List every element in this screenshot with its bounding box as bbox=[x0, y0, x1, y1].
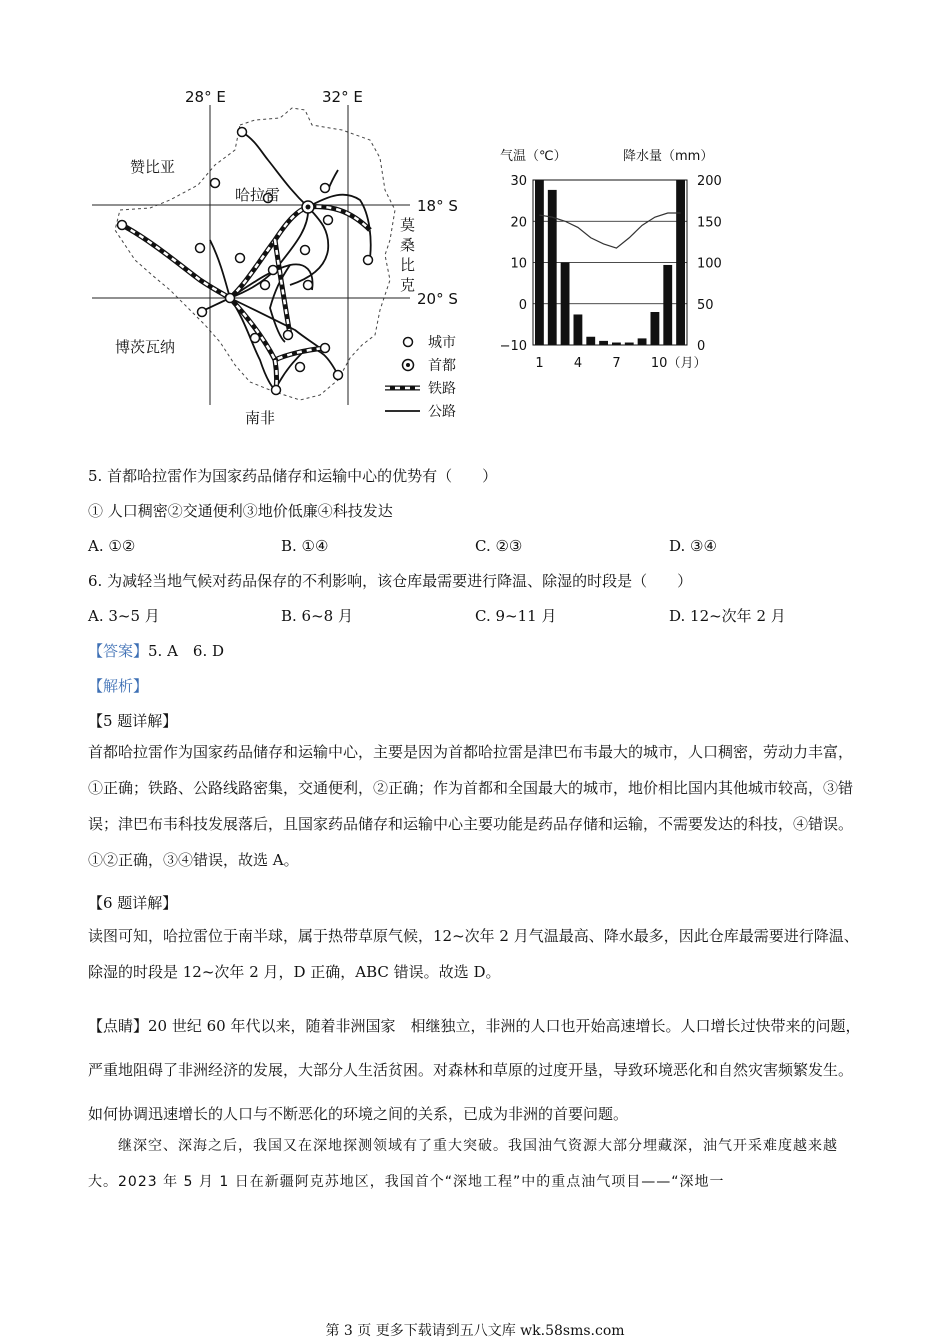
precip-bar bbox=[561, 263, 570, 346]
x-tick: 7 bbox=[612, 356, 621, 371]
q6-stem: 6. 为减轻当地气候对药品保存的不利影响，该仓库最需要进行降温、除湿的时段是（ ） bbox=[88, 572, 693, 590]
y-right-tick: 50 bbox=[697, 297, 714, 313]
comment-tag: 【点睛】 bbox=[88, 1017, 149, 1035]
q5-stem: 5. 首都哈拉雷作为国家药品储存和运输中心的优势有（ ） bbox=[88, 467, 498, 485]
y-left-tick: 30 bbox=[510, 174, 527, 189]
precip-bar bbox=[574, 314, 583, 345]
legend-city-label: 城市 bbox=[428, 335, 456, 351]
country-zambia: 赞比亚 bbox=[130, 158, 176, 176]
city-marker bbox=[198, 308, 207, 317]
country-south-africa: 南非 bbox=[245, 409, 276, 425]
precip-bar bbox=[663, 265, 672, 345]
city-marker bbox=[118, 221, 127, 230]
city-marker bbox=[196, 244, 205, 253]
climate-chart bbox=[495, 140, 745, 380]
comment-text: 20 世纪 60 年代以来，随着非洲国家 相继独立，非洲的人口也开始高速增长。人口增长过快带来的问题，严重地阻碍了非洲经济的发展，大部分人生活贫困。对森林和草原的过度开垦，导致环境恶化和自然灾害频繁发生。如何协调迅速增长的人口与不断恶化的环境之间的关系，已成为非洲的首要问题。 bbox=[88, 1017, 861, 1123]
q6-option-b: B. 6~8 月 bbox=[281, 607, 353, 625]
y-left-label: 气温（℃） bbox=[500, 149, 567, 164]
lon-label-28e: 28° E bbox=[185, 88, 226, 106]
q5-option-a: A. ①② bbox=[88, 537, 136, 555]
detail5-tag: 【5 题详解】 bbox=[88, 712, 178, 730]
legend-railway-label: 铁路 bbox=[428, 381, 456, 397]
city-marker bbox=[284, 331, 293, 340]
city-marker bbox=[364, 256, 373, 265]
y-right-tick: 200 bbox=[697, 174, 722, 189]
city-marker bbox=[272, 386, 281, 395]
y-left-tick: 10 bbox=[510, 256, 527, 272]
city-marker bbox=[226, 294, 235, 303]
country-mozambique-3: 比 bbox=[400, 256, 416, 274]
country-mozambique-4: 克 bbox=[400, 276, 416, 294]
y-right-tick: 0 bbox=[697, 339, 706, 354]
y-right-tick: 100 bbox=[697, 256, 722, 272]
y-right-tick: 150 bbox=[697, 215, 722, 231]
y-right-label: 降水量（mm） bbox=[623, 149, 714, 164]
precip-bar bbox=[599, 341, 608, 345]
lat-label-20s: 20° S bbox=[417, 290, 458, 308]
q5-option-c: C. ②③ bbox=[475, 537, 523, 555]
temperature-line bbox=[539, 213, 680, 248]
x-tick: 10（月） bbox=[650, 356, 707, 371]
city-marker bbox=[321, 344, 330, 353]
precip-bar bbox=[638, 338, 647, 345]
detail6-text: 读图可知，哈拉雷位于南半球，属于热带草原气候，12~次年 2 月气温最高、降水最多，因此仓库最需要进行降温、除湿的时段是 12~次年 2 月，D 正确，ABC 错误。故选 D。 bbox=[88, 927, 859, 981]
country-botswana: 博茨瓦纳 bbox=[115, 338, 176, 356]
city-marker bbox=[321, 184, 330, 193]
city-marker bbox=[251, 334, 260, 343]
legend-road-label: 公路 bbox=[428, 404, 456, 420]
reading-passage: 继深空、深海之后，我国又在深地探测领域有了重大突破。我国油气资源大部分埋藏深，油气开采难度越来越大。2023 年 5 月 1 日在新疆阿克苏地区，我国首个“深地工程”中的重点油气项目——“深地一 bbox=[88, 1138, 838, 1190]
page-footer: 第 3 页 更多下载请到五八文库 wk.58sms.com bbox=[325, 1323, 625, 1339]
city-marker bbox=[324, 216, 333, 225]
q5-option-b: B. ①④ bbox=[281, 537, 329, 555]
city-marker bbox=[236, 254, 245, 263]
q5-items: ① 人口稠密②交通便利③地价低廉④科技发达 bbox=[88, 502, 393, 520]
y-left-tick: −10 bbox=[499, 339, 527, 354]
lat-label-18s: 18° S bbox=[417, 197, 458, 215]
legend-capital-label: 首都 bbox=[428, 358, 456, 374]
city-marker bbox=[334, 371, 343, 380]
capital-label: 哈拉雷 bbox=[235, 186, 281, 204]
map-legend bbox=[385, 335, 456, 420]
detail5-text: 首都哈拉雷作为国家药品储存和运输中心，主要是因为首都哈拉雷是津巴布韦最大的城市，人口稠密，劳动力丰富，①正确；铁路、公路线路密集，交通便利，②正确；作为首都和全国最大的城市，地价相比国内其他城市较高，③错误；津巴布韦科技发展落后，且国家药品储存和运输中心主要功能是药品存储和运输，不需要发达的科技，④错误。①②正确，③④错误，故选 A。 bbox=[88, 743, 854, 869]
q6-option-c: C. 9~11 月 bbox=[475, 607, 557, 625]
y-left-tick: 20 bbox=[510, 215, 527, 231]
answer-tag: 【答案】 bbox=[88, 642, 149, 660]
zimbabwe-map bbox=[80, 80, 480, 425]
city-marker bbox=[238, 128, 247, 137]
city-marker bbox=[304, 281, 313, 290]
city-marker bbox=[296, 363, 305, 372]
precip-bar bbox=[586, 337, 595, 345]
country-mozambique-1: 莫 bbox=[400, 216, 416, 234]
precip-bar bbox=[612, 343, 621, 345]
lon-label-32e: 32° E bbox=[322, 88, 363, 106]
precip-bar bbox=[676, 180, 685, 345]
city-marker bbox=[269, 266, 278, 275]
y-left-tick: 0 bbox=[518, 297, 527, 313]
road bbox=[290, 207, 328, 285]
city-marker bbox=[261, 281, 270, 290]
country-border bbox=[115, 108, 395, 400]
city-marker bbox=[211, 179, 220, 188]
q5-option-d: D. ③④ bbox=[669, 537, 717, 555]
precip-bar bbox=[625, 343, 634, 345]
q6-option-a: A. 3~5 月 bbox=[88, 607, 160, 625]
precip-bar bbox=[535, 180, 544, 345]
comment-block bbox=[88, 1004, 863, 1136]
q6-option-d: D. 12~次年 2 月 bbox=[669, 607, 786, 625]
answer-text: 5. A 6. D bbox=[148, 642, 225, 660]
precip-bar bbox=[548, 190, 557, 345]
detail6-tag: 【6 题详解】 bbox=[88, 894, 178, 912]
analysis-tag: 【解析】 bbox=[88, 677, 149, 695]
answer-line bbox=[88, 641, 224, 661]
city-marker bbox=[301, 246, 310, 255]
x-tick: 1 bbox=[535, 356, 544, 371]
x-tick: 4 bbox=[573, 356, 583, 371]
precip-bar bbox=[651, 312, 660, 345]
country-mozambique-2: 桑 bbox=[400, 236, 416, 254]
capital-marker-inner bbox=[306, 205, 311, 210]
legend-city-icon bbox=[404, 338, 413, 347]
